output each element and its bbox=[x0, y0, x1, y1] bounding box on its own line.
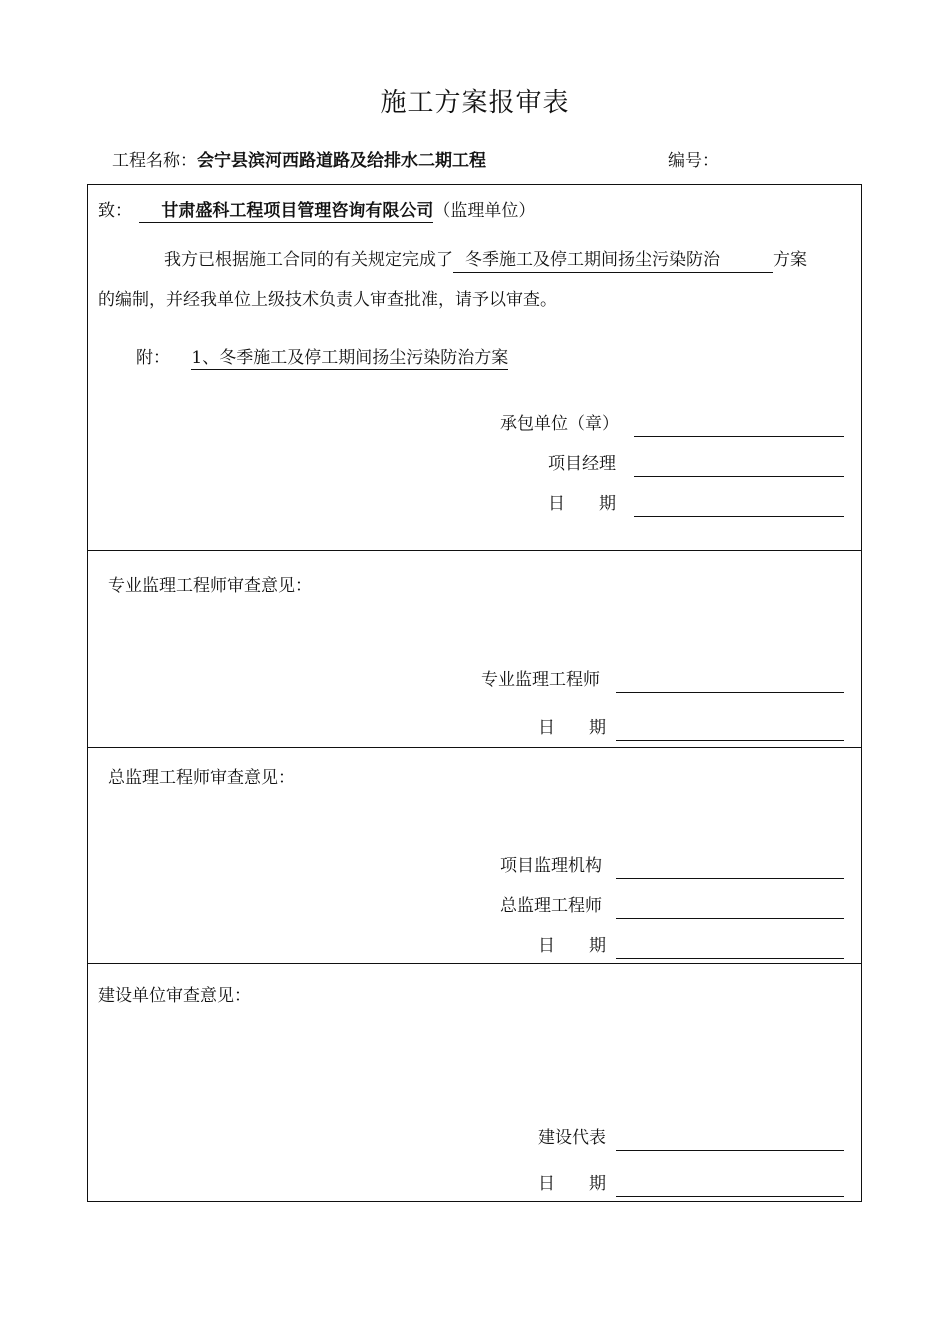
owner-date-line bbox=[616, 1196, 844, 1197]
project-manager-label: 项目经理 bbox=[548, 454, 616, 474]
contractor-seal-label: 承包单位（章） bbox=[500, 414, 619, 434]
body-suffix: 方案 bbox=[773, 250, 807, 270]
attachment-label: 附： bbox=[136, 348, 170, 368]
recipient-role: （监理单位） bbox=[433, 201, 536, 221]
attachment-line bbox=[136, 347, 508, 369]
number-label: 编号： bbox=[668, 151, 719, 171]
body-line-2: 的编制，并经我单位上级技术负责人审查批准，请予以审查。 bbox=[98, 290, 557, 310]
chief-review-heading: 总监理工程师审查意见： bbox=[108, 768, 295, 788]
project-name: 会宁县滨河西路道路及给排水二期工程 bbox=[197, 151, 486, 171]
specialist-engineer-label: 专业监理工程师 bbox=[481, 670, 600, 690]
attachment-item: 1、冬季施工及停工期间扬尘污染防治方案 bbox=[191, 348, 509, 368]
chief-date-line bbox=[616, 958, 844, 959]
specialist-date-label: 日 期 bbox=[538, 718, 606, 738]
contractor-date-line bbox=[634, 516, 844, 517]
row-divider bbox=[88, 747, 861, 748]
owner-rep-label: 建设代表 bbox=[538, 1128, 606, 1148]
specialist-engineer-line bbox=[616, 692, 844, 693]
owner-date-label: 日 期 bbox=[538, 1174, 606, 1194]
page-title: 施工方案报审表 bbox=[380, 88, 570, 118]
contractor-seal-line bbox=[634, 436, 844, 437]
chief-date-label: 日 期 bbox=[538, 936, 606, 956]
specialist-review-heading: 专业监理工程师审查意见： bbox=[108, 576, 312, 596]
row-divider bbox=[88, 550, 861, 551]
row-divider bbox=[88, 963, 861, 964]
chief-engineer-label: 总监理工程师 bbox=[500, 896, 602, 916]
chief-engineer-line bbox=[616, 918, 844, 919]
project-name-row bbox=[112, 146, 486, 171]
body-line-1 bbox=[164, 249, 807, 273]
approval-form-table bbox=[87, 184, 862, 1202]
contractor-date-label: 日 期 bbox=[548, 494, 616, 514]
plan-name: 冬季施工及停工期间扬尘污染防治 bbox=[453, 249, 773, 273]
body-prefix: 我方已根据施工合同的有关规定完成了 bbox=[164, 250, 453, 270]
owner-rep-line bbox=[616, 1150, 844, 1151]
specialist-date-line bbox=[616, 740, 844, 741]
supervision-org-label: 项目监理机构 bbox=[500, 856, 602, 876]
to-line bbox=[98, 200, 535, 222]
to-label: 致： bbox=[98, 201, 132, 221]
project-label: 工程名称： bbox=[112, 151, 197, 171]
supervision-org-line bbox=[616, 878, 844, 879]
owner-review-heading: 建设单位审查意见： bbox=[98, 986, 251, 1006]
recipient-name: 甘肃盛科工程项目管理咨询有限公司 bbox=[139, 201, 433, 223]
project-manager-line bbox=[634, 476, 844, 477]
